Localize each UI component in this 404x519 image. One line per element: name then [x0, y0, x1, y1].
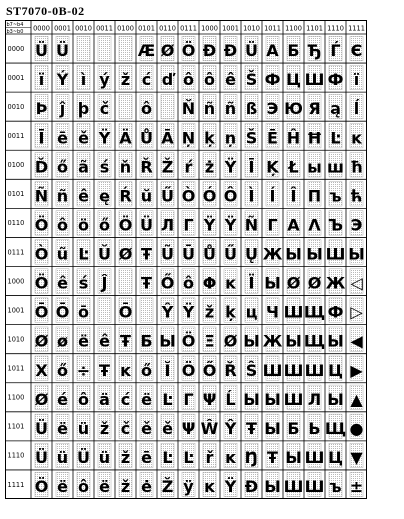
- glyph: Ы: [243, 389, 260, 409]
- glyph: ő: [141, 360, 152, 380]
- glyph: ñ: [56, 186, 69, 206]
- glyph: ä: [99, 389, 110, 409]
- glyph: Ñ: [34, 186, 49, 206]
- glyph: ĺ: [353, 99, 360, 119]
- glyph: Æ: [137, 41, 156, 61]
- glyph: ķ: [204, 128, 215, 148]
- glyph: Ü: [35, 41, 48, 61]
- dot-matrix-cell: [98, 298, 111, 322]
- column-header: 1001: [222, 24, 239, 33]
- character-grid: [5, 20, 367, 499]
- glyph: ý: [99, 70, 110, 90]
- glyph: Ŧ: [246, 418, 257, 438]
- row-header: 1111: [7, 480, 25, 489]
- column-header: 0100: [117, 24, 134, 33]
- glyph: Є: [350, 41, 363, 61]
- glyph: Ū: [182, 244, 195, 264]
- glyph: Ш: [283, 360, 304, 380]
- glyph: Ü: [56, 41, 69, 61]
- glyph: Ø: [160, 41, 175, 61]
- glyph: ő: [99, 215, 110, 235]
- glyph: Ш: [304, 477, 325, 497]
- glyph: Ĥ: [286, 128, 301, 148]
- glyph: Ō: [118, 302, 133, 322]
- glyph: ê: [99, 331, 110, 351]
- column-header: 0010: [75, 24, 92, 33]
- column-header: 1101: [306, 24, 323, 33]
- glyph: Ы: [285, 244, 302, 264]
- glyph: Ю: [284, 99, 303, 119]
- glyph: ß: [245, 99, 258, 119]
- glyph: Ĭ: [164, 360, 171, 380]
- glyph: Š: [245, 128, 258, 148]
- glyph: ê: [57, 273, 68, 293]
- glyph: Ø: [34, 331, 49, 351]
- glyph: Ŧ: [120, 331, 131, 351]
- glyph: ы: [307, 157, 322, 177]
- glyph: ô: [183, 70, 194, 90]
- glyph: Ŀ: [162, 389, 173, 409]
- glyph: ì: [80, 70, 87, 90]
- glyph: ◀: [350, 331, 363, 351]
- glyph: Ů: [140, 128, 153, 148]
- glyph: ö: [78, 215, 89, 235]
- glyph: Б: [140, 331, 153, 351]
- glyph: Š: [245, 70, 258, 90]
- glyph: Ŀ: [330, 128, 341, 148]
- glyph: Ø: [34, 389, 49, 409]
- glyph: Ö: [181, 331, 196, 351]
- glyph: ü: [77, 418, 90, 438]
- glyph: Ŵ: [200, 418, 219, 438]
- glyph: ō: [78, 302, 89, 322]
- glyph: Ĺ: [225, 389, 236, 409]
- glyph: ņ: [224, 128, 237, 148]
- glyph: Ų: [245, 244, 258, 264]
- glyph: ř: [205, 447, 214, 467]
- glyph: Ó: [202, 186, 217, 206]
- glyph: Ш: [262, 360, 283, 380]
- glyph: Λ: [308, 215, 321, 235]
- dot-matrix-cell: [140, 298, 153, 322]
- glyph: Ф: [327, 70, 344, 90]
- glyph: Ł: [288, 157, 299, 177]
- glyph: Ŷ: [224, 418, 237, 438]
- glyph: Щ: [324, 418, 347, 438]
- glyph: Щ: [303, 331, 326, 351]
- glyph: Ü: [245, 41, 258, 61]
- glyph: Ý: [56, 70, 69, 90]
- column-header: 1110: [327, 24, 344, 33]
- glyph: ◁: [350, 273, 363, 293]
- glyph: Ì: [248, 186, 255, 206]
- glyph: Б: [287, 41, 300, 61]
- glyph: Г: [183, 215, 194, 235]
- glyph: Ŭ: [98, 244, 111, 264]
- glyph: Ы: [306, 244, 323, 264]
- glyph: Г: [183, 389, 194, 409]
- glyph: Ф: [264, 70, 281, 90]
- glyph: ñ: [203, 99, 216, 119]
- glyph: ś: [99, 157, 110, 177]
- glyph: ŭ: [140, 186, 153, 206]
- glyph: ą: [330, 99, 341, 119]
- glyph: Ø: [118, 244, 133, 264]
- glyph: ü: [56, 447, 69, 467]
- glyph: Ÿ: [224, 477, 237, 497]
- glyph: Φ: [202, 273, 217, 293]
- glyph: П: [307, 186, 322, 206]
- column-header: 0011: [96, 24, 113, 33]
- glyph: Ò: [34, 244, 49, 264]
- glyph: Ц: [286, 70, 301, 90]
- glyph: Ö: [118, 215, 133, 235]
- glyph: ±: [349, 477, 364, 497]
- glyph: ë: [78, 331, 89, 351]
- glyph: ĸ: [120, 360, 131, 380]
- glyph: Ы: [264, 477, 281, 497]
- glyph: Ц: [328, 447, 343, 467]
- glyph: ê: [78, 186, 89, 206]
- glyph: Л: [160, 215, 175, 235]
- glyph: Ē: [267, 128, 278, 148]
- glyph: Ð: [244, 477, 259, 497]
- glyph: Ñ: [244, 215, 259, 235]
- column-header: 0101: [138, 24, 155, 33]
- glyph: Ő: [160, 273, 175, 293]
- glyph: Α: [287, 215, 300, 235]
- glyph: ē: [57, 128, 68, 148]
- glyph: ë: [141, 389, 152, 409]
- column-header: 1011: [264, 24, 281, 33]
- dot-matrix-cell: [161, 94, 174, 118]
- glyph: Ű: [161, 186, 174, 206]
- glyph: þ: [77, 99, 90, 119]
- column-header: 0110: [159, 24, 176, 33]
- glyph: Ŧ: [99, 360, 110, 380]
- glyph: ě: [78, 128, 89, 148]
- glyph: ĸ: [204, 477, 215, 497]
- glyph: ő: [57, 360, 68, 380]
- glyph: Ũ: [161, 244, 174, 264]
- glyph: Ř: [140, 157, 153, 177]
- glyph: Б: [287, 418, 300, 438]
- glyph: Ð: [202, 41, 217, 61]
- glyph: Ŧ: [141, 244, 152, 264]
- column-header: 0000: [33, 24, 50, 33]
- glyph: ĸ: [351, 128, 362, 148]
- glyph: Î: [290, 186, 297, 206]
- glyph: Ö: [34, 215, 49, 235]
- glyph: Ö: [181, 360, 196, 380]
- glyph: ô: [57, 215, 68, 235]
- glyph: Ђ: [307, 41, 322, 61]
- glyph: Щ: [303, 302, 326, 322]
- glyph: Ô: [223, 186, 238, 206]
- glyph: Ы: [159, 331, 176, 351]
- glyph: ë: [99, 477, 110, 497]
- glyph: Ħ: [306, 128, 323, 148]
- glyph: Ŀ: [162, 447, 173, 467]
- glyph: Ň: [181, 99, 196, 119]
- glyph: ▲: [350, 389, 363, 409]
- glyph: Э: [266, 99, 279, 119]
- glyph: Ш: [304, 447, 325, 467]
- glyph: Ж: [262, 244, 283, 264]
- glyph: Ы: [285, 447, 302, 467]
- row-header: 1010: [7, 335, 25, 344]
- column-header: 1111: [348, 24, 365, 33]
- glyph: Ж: [262, 331, 283, 351]
- glyph: Þ: [35, 99, 48, 119]
- dot-matrix-cell: [119, 36, 132, 60]
- glyph: Л: [307, 389, 322, 409]
- glyph: ë: [57, 418, 68, 438]
- glyph: Ö: [181, 41, 196, 61]
- glyph: Ж: [325, 273, 346, 293]
- glyph: Ψ: [181, 418, 196, 438]
- glyph: Ö: [34, 273, 49, 293]
- glyph: Ö: [34, 477, 49, 497]
- glyph: ъ: [329, 477, 342, 497]
- row-header: 1110: [7, 451, 25, 460]
- glyph: Χ: [35, 360, 48, 380]
- page-title: ST7070-0B-02: [6, 4, 85, 18]
- column-header: 1100: [285, 24, 302, 33]
- glyph: é: [57, 389, 68, 409]
- glyph: č: [99, 99, 110, 119]
- dot-matrix-cell: [119, 269, 132, 293]
- glyph: ħ: [350, 157, 363, 177]
- glyph: Ŝ: [245, 360, 258, 380]
- glyph: Ÿ: [224, 157, 237, 177]
- glyph: Ä: [119, 128, 132, 148]
- glyph: Ņ: [181, 128, 196, 148]
- glyph: Ѓ: [330, 41, 341, 61]
- glyph: Ü: [77, 447, 90, 467]
- row-header: 0001: [7, 73, 25, 82]
- glyph: Ш: [325, 244, 346, 264]
- glyph: Ы: [327, 331, 344, 351]
- glyph: ц: [245, 302, 258, 322]
- glyph: Ÿ: [182, 302, 195, 322]
- glyph: ć: [141, 70, 152, 90]
- glyph: ž: [120, 70, 131, 90]
- row-header: 1000: [7, 277, 25, 286]
- glyph: ĸ: [225, 273, 236, 293]
- glyph: ô: [78, 477, 89, 497]
- glyph: Ш: [304, 70, 325, 90]
- glyph: ô: [183, 273, 194, 293]
- glyph: ő: [57, 157, 68, 177]
- glyph: Ž: [161, 157, 174, 177]
- row-header: 1100: [7, 393, 25, 402]
- glyph: Ď: [34, 157, 49, 177]
- glyph: Ы: [327, 389, 344, 409]
- dot-matrix-cell: [119, 94, 132, 118]
- character-code-table: [5, 20, 367, 503]
- glyph: ћ: [350, 186, 363, 206]
- glyph: ě: [162, 418, 173, 438]
- glyph: ъ: [329, 186, 342, 206]
- glyph: ž: [204, 302, 215, 322]
- dot-matrix-cell: [77, 36, 90, 60]
- glyph: ŕ: [184, 157, 193, 177]
- glyph: ũ: [56, 244, 69, 264]
- glyph: Ш: [283, 389, 304, 409]
- corner-upper-label: b7~b4: [6, 22, 24, 29]
- glyph: А: [266, 41, 279, 61]
- glyph: Ü: [35, 447, 48, 467]
- glyph: Ŀ: [183, 447, 194, 467]
- glyph: Ы: [285, 331, 302, 351]
- column-header: 0001: [54, 24, 71, 33]
- glyph: Ξ: [204, 331, 215, 351]
- row-header: 0000: [7, 44, 25, 53]
- glyph: ē: [141, 447, 152, 467]
- glyph: ê: [225, 70, 236, 90]
- glyph: Ы: [264, 273, 281, 293]
- row-header: 0110: [7, 219, 25, 228]
- glyph: ĵ: [59, 99, 66, 119]
- row-header: 1011: [7, 364, 25, 373]
- glyph: Ь: [308, 418, 321, 438]
- glyph: ę: [99, 186, 110, 206]
- row-header: 0111: [7, 248, 25, 257]
- glyph: ĸ: [225, 447, 236, 467]
- glyph: ÷: [76, 360, 91, 380]
- glyph: Ы: [348, 244, 365, 264]
- glyph: ķ: [225, 302, 236, 322]
- glyph: Ŕ: [119, 186, 132, 206]
- glyph: Í: [269, 186, 276, 206]
- glyph: Ш: [304, 360, 325, 380]
- row-header: 0101: [7, 190, 25, 199]
- glyph: Ш: [283, 477, 304, 497]
- glyph: ď: [161, 70, 174, 90]
- glyph: Ψ: [202, 389, 217, 409]
- glyph: Ī: [248, 157, 255, 177]
- glyph: Ø: [307, 273, 322, 293]
- glyph: ü: [98, 447, 111, 467]
- glyph: ã: [78, 157, 89, 177]
- glyph: Ů: [203, 244, 216, 264]
- glyph: ▶: [350, 360, 363, 380]
- glyph: ň: [119, 157, 132, 177]
- glyph: ô: [204, 70, 215, 90]
- glyph: Ц: [328, 360, 343, 380]
- column-header: 1000: [201, 24, 218, 33]
- glyph: Ī: [38, 128, 45, 148]
- glyph: ž: [120, 477, 131, 497]
- glyph: ż: [204, 157, 215, 177]
- glyph: Ō: [34, 302, 49, 322]
- glyph: Ф: [327, 302, 344, 322]
- glyph: ●: [349, 418, 364, 438]
- glyph: Ò: [181, 186, 196, 206]
- glyph: Ō: [55, 302, 70, 322]
- glyph: Ŋ: [244, 447, 259, 467]
- glyph: ś: [78, 273, 89, 293]
- glyph: Ĵ: [101, 273, 108, 293]
- glyph: ï: [353, 70, 360, 90]
- glyph: Ы: [264, 418, 281, 438]
- glyph: Ÿ: [224, 215, 237, 235]
- column-header: 1010: [243, 24, 260, 33]
- glyph: ë: [57, 477, 68, 497]
- row-header: 0100: [7, 161, 25, 170]
- glyph: Ž: [161, 477, 174, 497]
- glyph: Ð: [223, 41, 238, 61]
- glyph: Ř: [224, 360, 237, 380]
- glyph: ÿ: [183, 477, 194, 497]
- glyph: Ŧ: [141, 273, 152, 293]
- glyph: ć: [120, 389, 131, 409]
- glyph: ô: [78, 389, 89, 409]
- corner-lower-label: b3~b0: [6, 29, 24, 35]
- glyph: ▼: [350, 447, 363, 467]
- glyph: ě: [141, 418, 152, 438]
- glyph: Ő: [202, 360, 217, 380]
- glyph: Ø: [286, 273, 301, 293]
- glyph: ô: [141, 99, 152, 119]
- glyph: Ø: [223, 331, 238, 351]
- glyph: ш: [327, 157, 344, 177]
- glyph: Γ: [267, 215, 278, 235]
- glyph: Ű: [224, 244, 237, 264]
- glyph: Ŷ: [161, 302, 174, 322]
- glyph: Ŧ: [267, 447, 278, 467]
- glyph: ž: [99, 418, 110, 438]
- glyph: Э: [350, 215, 363, 235]
- glyph: Ü: [35, 418, 48, 438]
- glyph: Ŀ: [78, 244, 89, 264]
- glyph: ñ: [224, 99, 237, 119]
- glyph: Я: [308, 99, 321, 119]
- glyph: Ÿ: [98, 128, 111, 148]
- row-header: 1001: [7, 306, 25, 315]
- glyph: Ķ: [266, 157, 279, 177]
- row-header: 0010: [7, 102, 25, 111]
- glyph: ▷: [350, 302, 363, 322]
- row-header: 0011: [7, 132, 25, 141]
- glyph: ø: [57, 331, 68, 351]
- dot-matrix-cell: [98, 36, 111, 60]
- glyph: Ϊ: [248, 273, 255, 293]
- glyph: ї: [38, 70, 45, 90]
- row-header: 1101: [7, 422, 25, 431]
- glyph: Ü: [140, 215, 153, 235]
- glyph: Ы: [243, 331, 260, 351]
- glyph: Ÿ: [203, 215, 216, 235]
- glyph: Ч: [266, 302, 279, 322]
- glyph: Ā: [161, 128, 174, 148]
- glyph: Ы: [264, 389, 281, 409]
- column-header: 0111: [180, 24, 197, 33]
- glyph: Ш: [283, 302, 304, 322]
- glyph: Ъ: [327, 215, 344, 235]
- glyph: ė: [141, 477, 152, 497]
- glyph: ž: [120, 447, 131, 467]
- glyph: č: [120, 418, 131, 438]
